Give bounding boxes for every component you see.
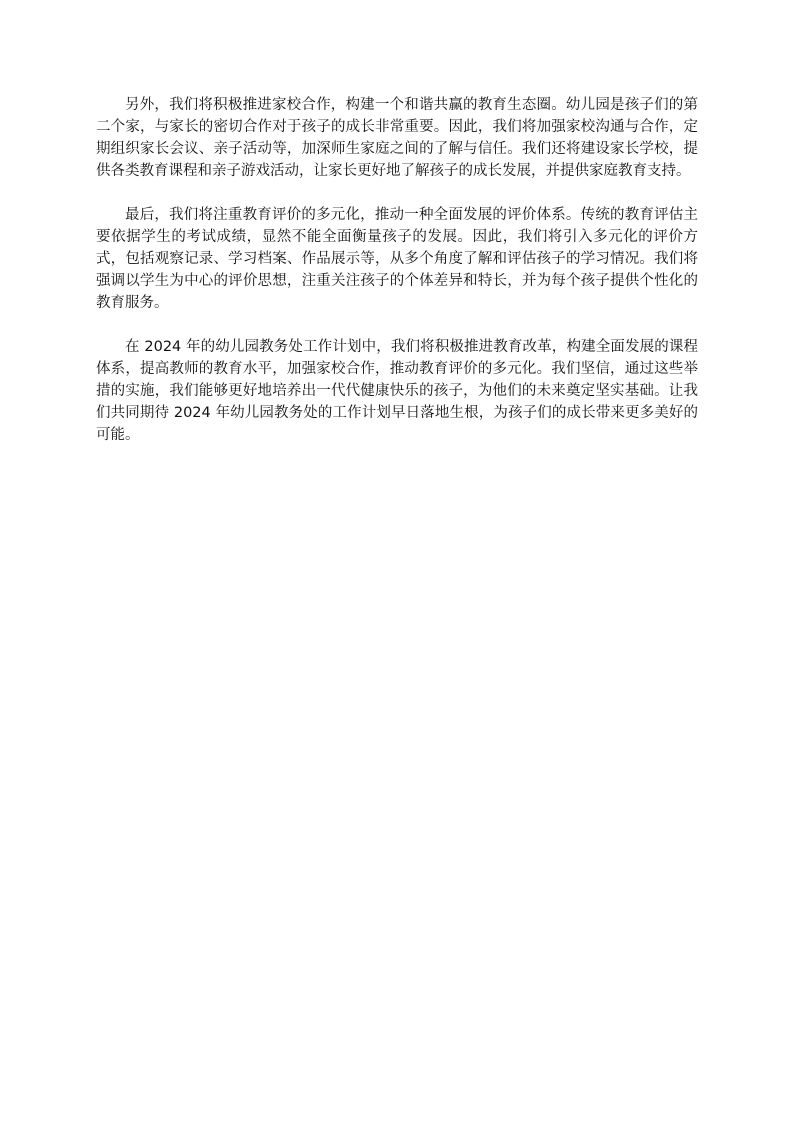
paragraph-home-school-cooperation: 另外，我们将积极推进家校合作，构建一个和谐共赢的教育生态圈。幼儿园是孩子们的第二个家，与家长的密切合作对于孩子的成长非常重要。因此，我们将加强家校沟通与合作，定期组织家长会议、亲子活动等，加深师生家庭之间的了解与信任。我们还将建设家长学校，提供各类教育课程和亲子游戏活动，让家长更好地了解孩子的成长发展，并提供家庭教育支持。 — [96, 97, 698, 179]
paragraph-conclusion: 在 2024 年的幼儿园教务处工作计划中，我们将积极推进教育改革，构建全面发展的课程体系，提高教师的教育水平，加强家校合作，推动教育评价的多元化。我们坚信，通过这些举措的实施，我们能够更好地培养出一代代健康快乐的孩子，为他们的未来奠定坚实基础。让我们共同期待 2024 年幼儿园教务处的工作计划早日落地生根，为孩子们的成长带来更多美好的可能。 — [96, 339, 698, 443]
paragraph-diversified-evaluation: 最后，我们将注重教育评价的多元化，推动一种全面发展的评价体系。传统的教育评估主要依据学生的考试成绩，显然不能全面衡量孩子的发展。因此，我们将引入多元化的评价方式，包括观察记录、学习档案、作品展示等，从多个角度了解和评估孩子的学习情况。我们将强调以学生为中心的评价思想，注重关注孩子的个体差异和特长，并为每个孩子提供个性化的教育服务。 — [96, 207, 698, 311]
document-body — [96, 94, 698, 468]
